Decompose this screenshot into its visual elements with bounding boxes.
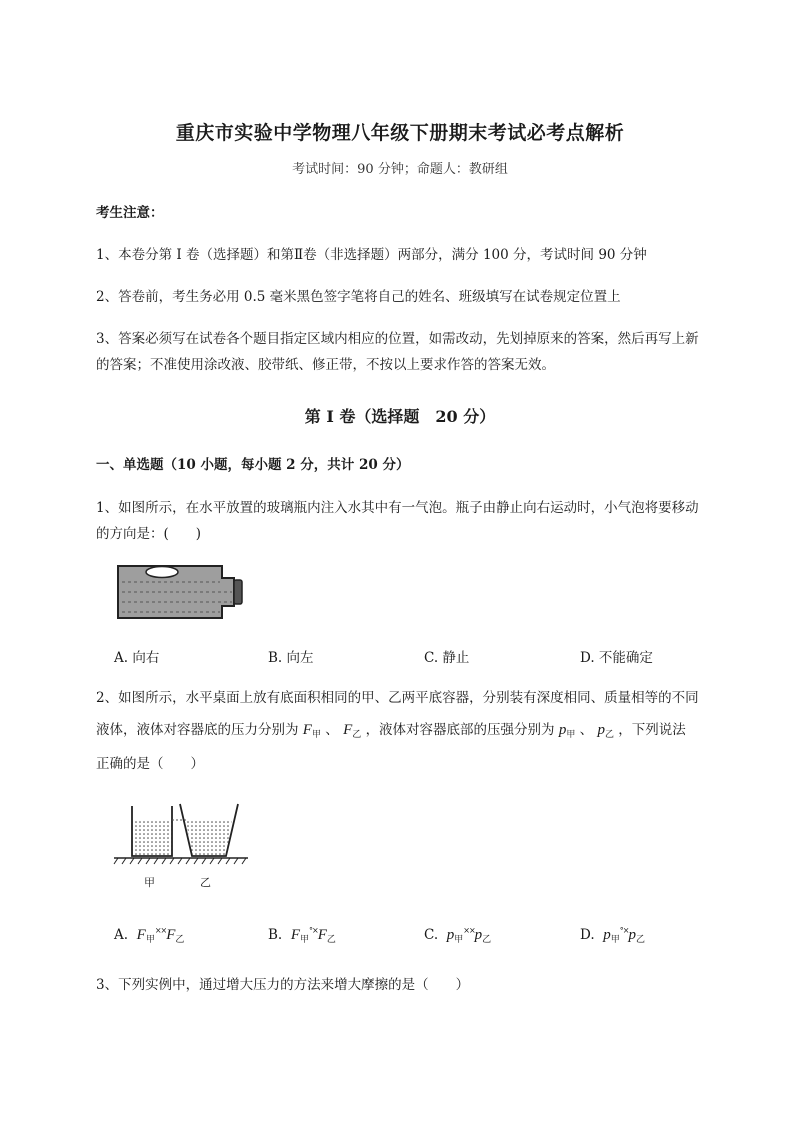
- symbol-F-jia: $F_甲$: [302, 722, 321, 739]
- page-title: 重庆市实验中学物理八年级下册期末考试必考点解析: [175, 122, 625, 144]
- section-title: 一、单选题（10 小题，每小题 2 分，共计 20 分）: [96, 457, 410, 473]
- notice-item-3-cont: 的答案；不准使用涂改液、胶带纸、修正带，不按以上要求作答的答案无效。: [96, 357, 555, 373]
- q1-option-b[interactable]: B. 向左: [268, 650, 314, 666]
- q2-option-a[interactable]: A. $F_甲^{\times\times}F_乙$: [114, 926, 185, 944]
- containers-figure: [110, 800, 250, 890]
- exam-meta: 考试时间：90 分钟；命题人：教研组: [292, 162, 508, 177]
- q2-option-d[interactable]: D. $p_甲^{^\circ\times}p_乙$: [580, 926, 645, 944]
- notice-item-1: 1、本卷分第 I 卷（选择题）和第Ⅱ卷（非选择题）两部分，满分 100 分，考试时间 90 分钟: [96, 247, 647, 263]
- symbol-p-jia: $p_甲$: [558, 722, 576, 739]
- part1-heading: 第 I 卷（选择题 20 分）: [304, 407, 496, 426]
- bottle-figure: [112, 560, 248, 624]
- fig-label-yi: 乙: [200, 876, 211, 889]
- q1-option-a[interactable]: A. 向右: [114, 650, 160, 666]
- q2-text-line1: 2、如图所示，水平桌面上放有底面积相同的甲、乙两平底容器，分别装有深度相同、质量相等的不同: [96, 690, 699, 706]
- q3-text-line1: 3、下列实例中，通过增大压力的方法来增大摩擦的是（ ）: [96, 977, 470, 993]
- q1-text-line1: 1、如图所示，在水平放置的玻璃瓶内注入水其中有一气泡。瓶子由静止向右运动时，小气泡将要移动: [96, 500, 699, 516]
- q1-text-line2: 的方向是：( ): [96, 526, 202, 542]
- symbol-F-yi: $F_乙$: [343, 722, 362, 739]
- q1-option-d[interactable]: D. 不能确定: [580, 650, 653, 666]
- q2-text-line3: 正确的是（ ）: [96, 756, 204, 772]
- notice-item-3: 3、答案必须写在试卷各个题目指定区域内相应的位置，如需改动，先划掉原来的答案，然后再写上新: [96, 331, 699, 347]
- q2-option-c[interactable]: C. $p_甲^{\times\times}p_乙$: [424, 926, 492, 944]
- q2-option-b[interactable]: B. $F_甲^{^\circ\times}F_乙$: [268, 926, 336, 944]
- notice-item-2: 2、答卷前，考生务必用 0.5 毫米黑色签字笔将自己的姓名、班级填写在试卷规定位置上: [96, 289, 621, 305]
- q1-option-c[interactable]: C. 静止: [424, 650, 470, 666]
- q2-text-line2: 液体，液体对容器底的压力分别为 $F_甲$ 、 $F_乙$ ，液体对容器底部的压强分别为 $p_甲$ 、 $p_乙$ ，下列说法: [96, 722, 686, 739]
- notice-heading: 考生注意：: [96, 205, 164, 221]
- fig-label-jia: 甲: [144, 876, 155, 889]
- symbol-p-yi: $p_乙$: [597, 722, 614, 739]
